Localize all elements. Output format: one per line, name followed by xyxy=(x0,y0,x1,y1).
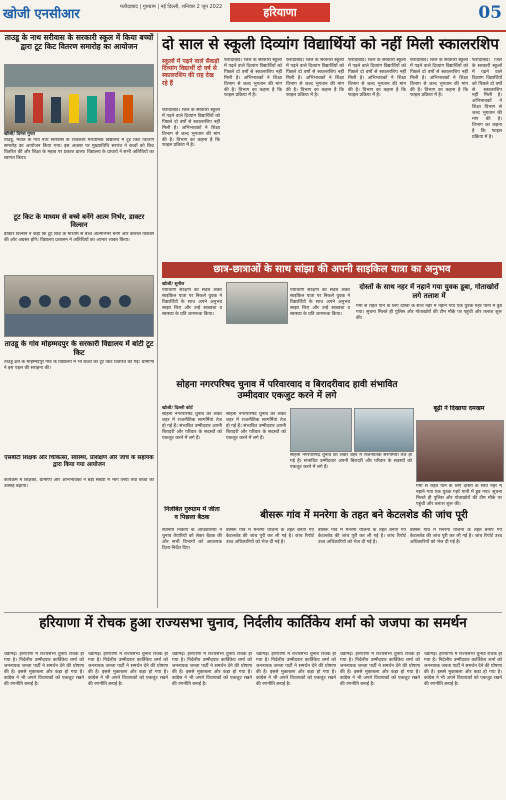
story-body-school-kit: ताउडू, मेवात के गांव नाथ सरीवास के राजकीय माध्यमिक विद्यालय में टूट किट वितरण समारोह का आयोजन किया गया। इस अवसर पर मुख्यातिथि सरपंच ने बच्चों को किट वितरित कीं और शिक्षा के महत्व पर प्रकाश डाला। विद्यालय के प्राचार्य ने सभी अतिथियों का स्वागत किया। xyxy=(4,138,154,161)
horizontal-divider xyxy=(4,612,502,613)
photo-sohna-1 xyxy=(290,408,352,452)
headline-canal: दोस्तों के साथ नहर में नहाने गया युवक डूबा, गोताखोरों लगे तलाश में xyxy=(359,283,499,300)
rajyasabha-body-col3: चंडीगढ़। हरियाणा में राज्यसभा चुनाव रोचक हो गया है। निर्दलीय उम्मीदवार कार्तिकेय शर्मा को जननायक जनता पार्टी ने समर्थन देने की घोषणा की है। इससे मुकाबला और कड़ा हो गया है। कांग्रेस ने भी अपने विधायकों को एकजुट रखने की रणनीति बनाई है। xyxy=(172,652,252,687)
headline-rajyasabha: हरियाणा में रोचक हुआ राज्यसभा चुनाव, निर्दलीय कार्तिकेय शर्मा को जजपा का समर्थन xyxy=(39,615,467,631)
mgnrega-body-col1: बीसरू गांव में मनरेगा योजना के तहत बनाए गए केटलशेड की जांच पूरी कर ली गई है। जांच रिपोर्ट उच्च अधिकारियों को भेज दी गई है। xyxy=(226,528,314,545)
lead-body-col2: फरीदाबाद। जिले के सरकारी स्कूलों में पढ़ने वाले दिव्यांग विद्यार्थियों को पिछले दो वर्षों से स्कालरशिप नहीं मिली है। अभिभावकों ने शिक्षा विभाग से जल्द भुगतान की मांग की है। विभाग का कहना है कि फाइल प्रक्रिया में है। xyxy=(224,58,282,99)
sohna-body-col1: सोहना नगरपरिषद चुनाव को लेकर शहर में राजनीतिक सरगर्मियां तेज हो गई हैं। संभावित उम्मीदवार अपनी बिरादरी और परिवार के सदस्यों को एकजुट करने में लगे हैं। xyxy=(162,412,222,441)
photo-students-illustration xyxy=(5,276,153,336)
brief-headline: बूढ़ी ने दिखाया दमखम xyxy=(433,405,485,412)
rajyasabha-body-col5: चंडीगढ़। हरियाणा में राज्यसभा चुनाव रोचक हो गया है। निर्दलीय उम्मीदवार कार्तिकेय शर्मा को जननायक जनता पार्टी ने समर्थन देने की घोषणा की है। इससे मुकाबला और कड़ा हो गया है। कांग्रेस ने भी अपने विधायकों को एकजुट रखने की रणनीति बनाई है। xyxy=(340,652,420,687)
lead-pull-quote: स्कूलों में पढ़ने वाले सैकड़ों दिव्यांग विद्यार्थी दो वर्ष से स्कालरशिप की राह देख रहे हैं xyxy=(162,58,220,87)
newspaper-logo: खोजी एनसीआर xyxy=(3,7,80,22)
headline-mgnrega: बीसरू गांव में मनरेगा के तहत बने केटलशेड की जांच पूरी xyxy=(260,510,468,521)
lead-headline: दो साल से स्कूली दिव्यांग विद्यार्थियों को नहीं मिली स्कालरशिप xyxy=(162,36,499,53)
dateline: फरीदाबाद | गुरुग्राम | नई दिल्ली, शनिवार 2 जून 2022 xyxy=(120,4,223,10)
photo-school-event xyxy=(4,64,154,132)
story-body-sbt: कार्यक्रम में शिक्षकों, ग्रामीणों और अभिभावकों ने बड़ी संख्या में भाग लिया तथा बच्चों का उत्साह बढ़ाया। xyxy=(4,478,154,489)
mgnrega-body-col3: बीसरू गांव में मनरेगा योजना के तहत बनाए गए केटलशेड की जांच पूरी कर ली गई है। जांच रिपोर्ट उच्च अधिकारियों को भेज दी गई है। xyxy=(410,528,502,545)
photo-school-event-illustration xyxy=(5,65,153,131)
banner-body-col1: पर्यावरण संरक्षण का संदेश लेकर साइकिल यात्रा पर निकले युवक ने विद्यार्थियों के साथ अपने अनुभव साझा किए और उन्हें स्वच्छता व स्वास्थ्य के प्रति जागरूक किया। xyxy=(162,288,222,317)
headline-toot-kit: टूट किट के माध्यम से बच्चे बनेंगे आत्म निर्भर, डाक्टर विल्सन xyxy=(13,213,145,229)
rajyasabha-body-col2: चंडीगढ़। हरियाणा में राज्यसभा चुनाव रोचक हो गया है। निर्दलीय उम्मीदवार कार्तिकेय शर्मा को जननायक जनता पार्टी ने समर्थन देने की घोषणा की है। इससे मुकाबला और कड़ा हो गया है। कांग्रेस ने भी अपने विधायकों को एकजुट रखने की रणनीति बनाई है। xyxy=(88,652,168,687)
story-body-mohammadpur: ताउडू क्षेत्र के मोहम्मदपुर गांव के विद्यालय में भी बच्चों को टूट किट वितरित की गई। ग्रामीणों ने इस पहल की सराहना की। xyxy=(4,360,154,371)
photo-caption-school: खोजी/ दिनेश गुप्ता xyxy=(4,132,35,137)
banner-photo-caption: खोजी/ सुनील xyxy=(162,282,185,287)
banner-headline: छात्र-छात्राओं के साथ सांझा की अपनी साइकिल यात्रा का अनुभव xyxy=(162,262,502,278)
rajyasabha-body-col4: चंडीगढ़। हरियाणा में राज्यसभा चुनाव रोचक हो गया है। निर्दलीय उम्मीदवार कार्तिकेय शर्मा को जननायक जनता पार्टी ने समर्थन देने की घोषणा की है। इससे मुकाबला और कड़ा हो गया है। कांग्रेस ने भी अपने विधायकों को एकजुट रखने की रणनीति बनाई है। xyxy=(256,652,336,687)
banner-body-col3: पर्यावरण संरक्षण का संदेश लेकर साइकिल यात्रा पर निकले युवक ने विद्यार्थियों के साथ अपने अनुभव साझा किए और उन्हें स्वच्छता व स्वास्थ्य के प्रति जागरूक किया। xyxy=(290,288,350,317)
masthead xyxy=(0,0,506,32)
lead-body-col6: फरीदाबाद। जिले के सरकारी स्कूलों में पढ़ने वाले दिव्यांग विद्यार्थियों को पिछले दो वर्षों से स्कालरशिप नहीं मिली है। अभिभावकों ने शिक्षा विभाग से जल्द भुगतान की मांग की है। विभाग का कहना है कि फाइल प्रक्रिया में है। xyxy=(472,58,502,140)
lead-body-col3: फरीदाबाद। जिले के सरकारी स्कूलों में पढ़ने वाले दिव्यांग विद्यार्थियों को पिछले दो वर्षों से स्कालरशिप नहीं मिली है। अभिभावकों ने शिक्षा विभाग से जल्द भुगतान की मांग की है। विभाग का कहना है कि फाइल प्रक्रिया में है। xyxy=(286,58,344,99)
sohna-body-col3: सोहना नगरपरिषद चुनाव को लेकर शहर में राजनीतिक सरगर्मियां तेज हो गई हैं। संभावित उम्मीदवार अपनी बिरादरी और परिवार के सदस्यों को एकजुट करने में लगे हैं। xyxy=(290,453,412,470)
story-body-nilam: स्थानीय निकाय के अधिकारियों ने चुनाव तैयारियों को लेकर बैठक की और सभी विभागों को आवश्यक दिशा-निर्देश दिए। xyxy=(162,528,222,551)
photo-students xyxy=(4,275,154,337)
story-body-canal: गर्मी से राहत पाने के लिए दोस्तों के साथ नहर में नहाने गया एक युवक गहरे पानी में डूब गया। सूचना मिलते ही पुलिस और गोताखोरों की टीम मौके पर पहुंची और तलाश शुरू की। xyxy=(356,304,502,321)
headline-nilam: निलंबित गुरुग्राम में जीता व पिछला बैठक xyxy=(164,506,220,521)
column-divider xyxy=(157,33,158,608)
brief-body: गर्मी से राहत पाने के लिए दोस्तों के साथ नहर में नहाने गया एक युवक गहरे पानी में डूब गया। सूचना मिलते ही पुलिस और गोताखोरों की टीम मौके पर पहुंची और तलाश शुरू की। xyxy=(416,484,502,507)
headline-mohammadpur: ताउडू के गांव मोहम्मदपुर के सरकारी विद्यालय में बांटी टूट किट xyxy=(4,340,154,357)
rajyasabha-body-col1: चंडीगढ़। हरियाणा में राज्यसभा चुनाव रोचक हो गया है। निर्दलीय उम्मीदवार कार्तिकेय शर्मा को जननायक जनता पार्टी ने समर्थन देने की घोषणा की है। इससे मुकाबला और कड़ा हो गया है। कांग्रेस ने भी अपने विधायकों को एकजुट रखने की रणनीति बनाई है। xyxy=(4,652,84,687)
mgnrega-body-col2: बीसरू गांव में मनरेगा योजना के तहत बनाए गए केटलशेड की जांच पूरी कर ली गई है। जांच रिपोर्ट उच्च अधिकारियों को भेज दी गई है। xyxy=(318,528,406,545)
lead-body-col4: फरीदाबाद। जिले के सरकारी स्कूलों में पढ़ने वाले दिव्यांग विद्यार्थियों को पिछले दो वर्षों से स्कालरशिप नहीं मिली है। अभिभावकों ने शिक्षा विभाग से जल्द भुगतान की मांग की है। विभाग का कहना है कि फाइल प्रक्रिया में है। xyxy=(348,58,406,99)
subhead-sbt: एसबीटी शिक्षक और चिकित्सा, स्वास्थ्य, प्रशिक्षण और जांच के सहायक द्वारा किया गया आयोजन xyxy=(4,455,154,468)
section-label: हरियाणा xyxy=(230,3,330,22)
headline-sohna: सोहना नगरपरिषद चुनाव में परिवारवाद व बिरादरीवाद हावी संभावित उम्मीदवार एकजुट करने में लगे xyxy=(176,380,398,401)
rajyasabha-body-col6: चंडीगढ़। हरियाणा में राज्यसभा चुनाव रोचक हो गया है। निर्दलीय उम्मीदवार कार्तिकेय शर्मा को जननायक जनता पार्टी ने समर्थन देने की घोषणा की है। इससे मुकाबला और कड़ा हो गया है। कांग्रेस ने भी अपने विधायकों को एकजुट रखने की रणनीति बनाई है। xyxy=(424,652,502,687)
story-body-toot-kit: डाक्टर विल्सन ने कहा कि टूट किट के माध्यम से बच्चे आत्मनिर्भर बनेंगे और कौशल विकास की ओर अग्रसर होंगे। विद्यालय प्रशासन ने अतिथियों का आभार व्यक्त किया। xyxy=(4,232,154,243)
page-number: 05 xyxy=(478,3,502,23)
sohna-body-col2: सोहना नगरपरिषद चुनाव को लेकर शहर में राजनीतिक सरगर्मियां तेज हो गई हैं। संभावित उम्मीदवार अपनी बिरादरी और परिवार के सदस्यों को एकजुट करने में लगे हैं। xyxy=(226,412,286,441)
photo-cycle-yatra xyxy=(226,282,288,324)
lead-body-col5: फरीदाबाद। जिले के सरकारी स्कूलों में पढ़ने वाले दिव्यांग विद्यार्थियों को पिछले दो वर्षों से स्कालरशिप नहीं मिली है। अभिभावकों ने शिक्षा विभाग से जल्द भुगतान की मांग की है। विभाग का कहना है कि फाइल प्रक्रिया में है। xyxy=(410,58,468,99)
sohna-photo-caption: खोजी/ दिल्ली कोर्ट xyxy=(162,406,193,411)
photo-sohna-2 xyxy=(354,408,414,452)
headline-school-kit: ताउडू के नाथ सरीवास के सरकारी स्कूल में किया बच्चों द्वारा टूट किट वितरण समारोह का आयोजन xyxy=(4,33,154,51)
lead-body-col1: फरीदाबाद। जिले के सरकारी स्कूलों में पढ़ने वाले दिव्यांग विद्यार्थियों को पिछले दो वर्षों से स्कालरशिप नहीं मिली है। अभिभावकों ने शिक्षा विभाग से जल्द भुगतान की मांग की है। विभाग का कहना है कि फाइल प्रक्रिया में है। xyxy=(162,108,220,149)
photo-brief xyxy=(416,420,504,482)
